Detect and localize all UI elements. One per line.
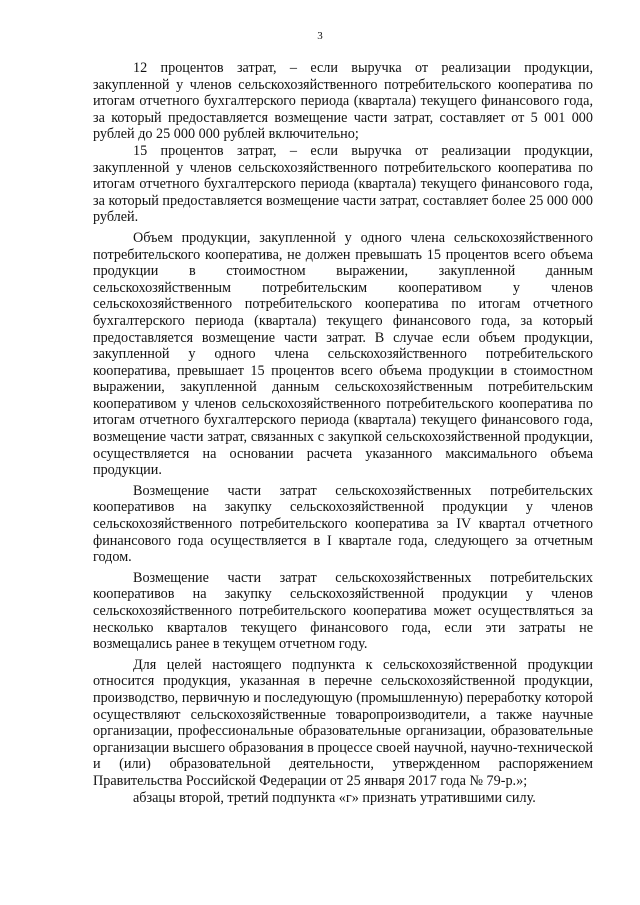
paragraph-3: Объем продукции, закупленной у одного члена сельскохозяйственного потребительского кооператива, не должен превышать 15 процентов всего объема продукции в стоимостном выражении, закупленной данным сельскохозяйственным потребительским кооперативом у членов сельскохозяйственного потребительского кооператива по итогам отчетного бухгалтерского периода (квартала) текущего финансового года, за который предоставляется возмещение части затрат. В случае если объем продукции, закупленной у одного члена сельскохозяйственного потребительского кооператива, превышает 15 процентов всего объема продукции в стоимостном выражении, закупленной данным сельскохозяйственным потребительским кооперативом у членов сельскохозяйственного потребительского кооператива по итогам отчетного бухгалтерского периода (квартала) текущего финансового года, возмещение части затрат, связанных с закупкой сельскохозяйственной продукции, осуществляется на основании расчета указанного максимального объема продукции. bbox=[93, 229, 593, 479]
paragraph-6: Для целей настоящего подпункта к сельскохозяйственной продукции относится продукция, указанная в перечне сельскохозяйственной продукции, производство, первичную и последующую (промышленную) переработку которой осуществляют сельскохозяйственные товаропроизводители, а также научные организации, профессиональные образовательные организации, образовательные организации высшего образования в процессе своей научной, научно-технической и (или) образовательной деятельности, утвержденном распоряжением Правительства Российской Федерации от 25 января 2017 года № 79-р.»; bbox=[93, 656, 593, 789]
paragraph-4: Возмещение части затрат сельскохозяйственных потребительских кооперативов на закупку сельскохозяйственной продукции у членов сельскохозяйственного потребительского кооператива за IV квартал отчетного финансового года осуществляется в I квартале года, следующего за отчетным годом. bbox=[93, 482, 593, 566]
paragraph-5: Возмещение части затрат сельскохозяйственных потребительских кооперативов на закупку сельскохозяйственной продукции у членов сельскохозяйственного потребительского кооператива может осуществляться за несколько кварталов текущего финансового года, если эти затраты не возмещались ранее в текущем отчетном году. bbox=[93, 569, 593, 653]
page-number: 3 bbox=[317, 30, 323, 42]
paragraph-1: 12 процентов затрат, – если выручка от реализации продукции, закупленной у членов сельскохозяйственного потребительского кооператива по итогам отчетного бухгалтерского периода (квартала) текущего финансового года, за который предоставляется возмещение части затрат, составляет от 5 001 000 рублей до 25 000 000 рублей включительно; bbox=[93, 60, 593, 143]
document-body bbox=[93, 60, 593, 806]
paragraph-7: абзацы второй, третий подпункта «г» признать утратившими силу. bbox=[133, 789, 536, 806]
paragraph-2: 15 процентов затрат, – если выручка от реализации продукции, закупленной у членов сельскохозяйственного потребительского кооператива по итогам отчетного бухгалтерского периода (квартала) текущего финансового года, за который предоставляется возмещение части затрат, составляет более 25 000 000 рублей. bbox=[93, 142, 593, 226]
